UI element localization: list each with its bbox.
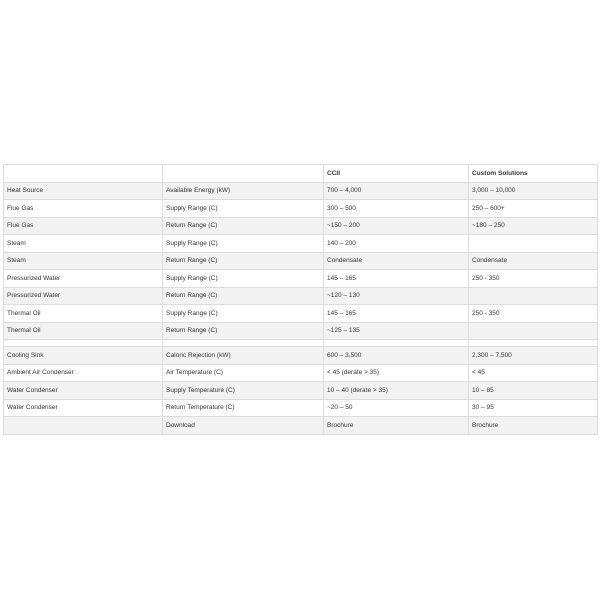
- row-parameter: Supply Range (C): [163, 200, 324, 218]
- row-parameter: Return Range (C): [163, 252, 324, 270]
- row-category: Water Condenser: [4, 399, 163, 417]
- row-ccii-value: 140 – 200: [324, 235, 469, 253]
- row-parameter: Supply Temperature (C): [163, 382, 324, 400]
- row-ccii-value: ~150 – 200: [324, 217, 469, 235]
- row-parameter: Caloric Rejection (kW): [163, 347, 324, 365]
- row-custom-value: [469, 287, 598, 305]
- row-category: Steam: [4, 235, 163, 253]
- row-ccii-value: 700 – 4,000: [324, 182, 469, 200]
- row-ccii-value: 300 – 500: [324, 200, 469, 218]
- row-custom-value: < 45: [469, 364, 598, 382]
- section-divider-row: [4, 340, 598, 347]
- row-category: Pressurized Water: [4, 287, 163, 305]
- row-ccii-value: ~20 – 50: [324, 399, 469, 417]
- header-cell: [4, 165, 163, 183]
- ccii-brochure-link[interactable]: Brochure: [324, 417, 469, 435]
- custom-solutions-brochure-link[interactable]: Brochure: [469, 417, 598, 435]
- row-parameter: Return Temperature (C): [163, 399, 324, 417]
- row-custom-value: 30 – 95: [469, 399, 598, 417]
- table-row: [4, 217, 598, 235]
- row-custom-value: Condensate: [469, 252, 598, 270]
- table-header-row: [4, 165, 598, 183]
- row-parameter: Return Range (C): [163, 217, 324, 235]
- row-category: Pressurized Water: [4, 270, 163, 288]
- header-cell: [163, 165, 324, 183]
- table-row: [4, 200, 598, 218]
- header-cell-ccii: CCII: [324, 165, 469, 183]
- row-custom-value: [469, 322, 598, 340]
- row-parameter: Return Range (C): [163, 322, 324, 340]
- row-custom-value: 250 - 350: [469, 270, 598, 288]
- row-ccii-value: 145 – 165: [324, 270, 469, 288]
- row-custom-value: 250 – 600+: [469, 200, 598, 218]
- row-category: Thermal Oil: [4, 322, 163, 340]
- spec-table: [3, 164, 598, 435]
- table-row: [4, 270, 598, 288]
- row-ccii-value: ~125 – 135: [324, 322, 469, 340]
- header-cell-custom-solutions: Custom Solutions: [469, 165, 598, 183]
- row-ccii-value: 145 – 165: [324, 305, 469, 323]
- row-custom-value: ~180 – 250: [469, 217, 598, 235]
- row-category: [4, 417, 163, 435]
- row-ccii-value: < 45 (derate > 35): [324, 364, 469, 382]
- row-parameter: Air Temperature (C): [163, 364, 324, 382]
- row-category: Flue Gas: [4, 200, 163, 218]
- download-row: [4, 417, 598, 435]
- row-custom-value: 250 - 350: [469, 305, 598, 323]
- table-row: [4, 305, 598, 323]
- table-row: [4, 287, 598, 305]
- row-parameter: Supply Range (C): [163, 235, 324, 253]
- row-category: Water Condenser: [4, 382, 163, 400]
- table-row: [4, 252, 598, 270]
- row-custom-value: 3,000 – 10,000: [469, 182, 598, 200]
- row-category: Steam: [4, 252, 163, 270]
- row-custom-value: 2,300 – 7,500: [469, 347, 598, 365]
- row-custom-value: 10 – 85: [469, 382, 598, 400]
- table-row: [4, 399, 598, 417]
- table-row: [4, 322, 598, 340]
- table-row: [4, 235, 598, 253]
- row-category: Ambient Air Condenser: [4, 364, 163, 382]
- row-ccii-value: Condensate: [324, 252, 469, 270]
- row-category: Thermal Oil: [4, 305, 163, 323]
- row-ccii-value: 600 – 3,500: [324, 347, 469, 365]
- row-parameter: Supply Range (C): [163, 305, 324, 323]
- row-category: Flue Gas: [4, 217, 163, 235]
- row-ccii-value: ~120 – 130: [324, 287, 469, 305]
- table-row: [4, 182, 598, 200]
- table-row: [4, 364, 598, 382]
- row-category: Heat Source: [4, 182, 163, 200]
- row-category: Cooling Sink: [4, 347, 163, 365]
- row-custom-value: [469, 235, 598, 253]
- download-label: Download: [163, 417, 324, 435]
- row-parameter: Return Range (C): [163, 287, 324, 305]
- row-ccii-value: 10 – 40 (derate > 35): [324, 382, 469, 400]
- row-parameter: Available Energy (kW): [163, 182, 324, 200]
- row-parameter: Supply Range (C): [163, 270, 324, 288]
- table-row: [4, 382, 598, 400]
- table-row: [4, 347, 598, 365]
